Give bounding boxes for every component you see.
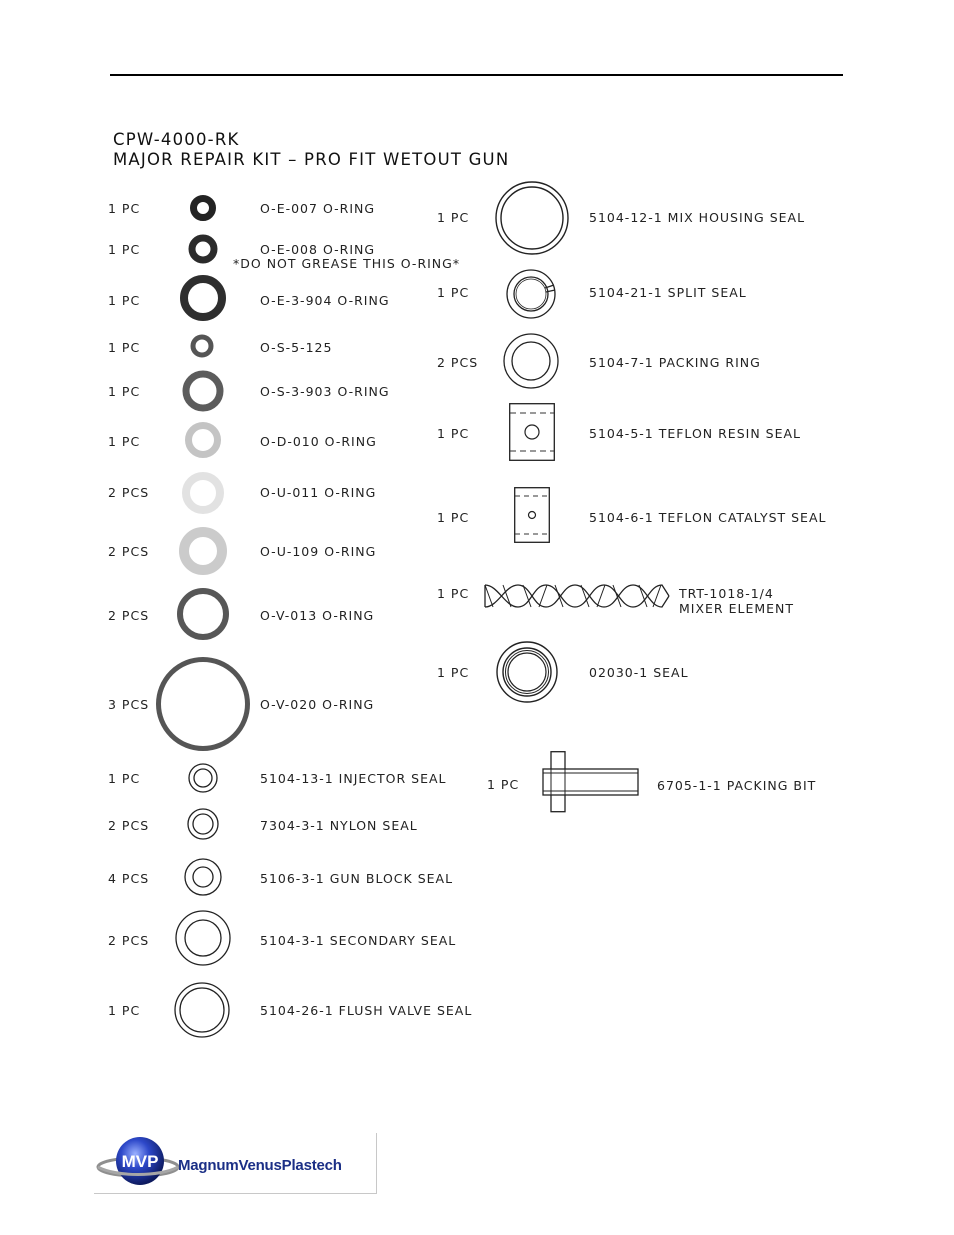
part-qty: 1 PC: [108, 201, 141, 216]
part-label: O-E-008 O-RING: [260, 242, 376, 257]
split-seal-icon: [505, 268, 557, 320]
part-qty: 1 PC: [108, 771, 141, 786]
part-label: 7304-3-1 NYLON SEAL: [260, 818, 418, 833]
teflon-seal-icon: [509, 403, 555, 461]
part-label: O-D-010 O-RING: [260, 434, 377, 449]
o-ring-icon: [188, 332, 216, 360]
part-qty: 1 PC: [437, 586, 470, 601]
part-label: 02030-1 SEAL: [589, 665, 689, 680]
logo-monogram: MVP: [121, 1152, 159, 1171]
o-ring-icon: [181, 369, 225, 413]
part-label: 5104-21-1 SPLIT SEAL: [589, 285, 747, 300]
part-label: O-U-109 O-RING: [260, 544, 377, 559]
part-label: O-E-3-904 O-RING: [260, 293, 390, 308]
part-label: 5104-13-1 INJECTOR SEAL: [260, 771, 447, 786]
part-qty: 1 PC: [437, 665, 470, 680]
seal-icon: [173, 981, 231, 1039]
part-qty: 2 PCS: [108, 485, 150, 500]
o-ring-icon: [188, 193, 218, 223]
seal-icon: [174, 909, 232, 967]
part-qty: 1 PC: [437, 510, 470, 525]
o-ring-icon: [178, 273, 228, 323]
packing-ring-icon: [502, 332, 560, 390]
packing-bit-icon: [541, 751, 641, 813]
part-label: 5104-3-1 SECONDARY SEAL: [260, 933, 457, 948]
part-qty: 1 PC: [108, 384, 141, 399]
part-label: 5106-3-1 GUN BLOCK SEAL: [260, 871, 454, 886]
part-label: 5104-7-1 PACKING RING: [589, 355, 761, 370]
o-ring-icon: [177, 525, 229, 577]
part-qty: 1 PC: [437, 210, 470, 225]
part-label: TRT-1018-1/4: [679, 586, 774, 601]
logo-wordmark: MagnumVenusPlastech: [178, 1157, 342, 1174]
seal-icon: [494, 180, 570, 256]
o-ring-icon: [175, 586, 231, 642]
part-qty: 1 PC: [108, 434, 141, 449]
part-label: O-V-013 O-RING: [260, 608, 375, 623]
o-ring-icon: [155, 656, 251, 752]
part-qty: 1 PC: [437, 426, 470, 441]
o-ring-icon: [180, 470, 226, 516]
mvp-globe-logo: [96, 1133, 180, 1193]
part-label: O-U-011 O-RING: [260, 485, 377, 500]
part-label-line2: MIXER ELEMENT: [679, 601, 795, 616]
part-label: O-E-007 O-RING: [260, 201, 376, 216]
kit-title: MAJOR REPAIR KIT – PRO FIT WETOUT GUN: [113, 150, 510, 169]
grease-warning-note: *DO NOT GREASE THIS O-RING*: [233, 256, 461, 271]
part-label: 5104-12-1 MIX HOUSING SEAL: [589, 210, 806, 225]
part-qty: 1 PC: [437, 285, 470, 300]
seal-icon: [186, 807, 220, 841]
teflon-seal-icon: [514, 487, 550, 543]
part-label: O-S-5-125: [260, 340, 333, 355]
part-qty: 2 PCS: [108, 608, 150, 623]
part-qty: 1 PC: [108, 340, 141, 355]
part-qty: 1 PC: [108, 293, 141, 308]
part-qty: 3 PCS: [108, 697, 150, 712]
o-ring-icon: [186, 232, 220, 266]
part-label: 5104-26-1 FLUSH VALVE SEAL: [260, 1003, 473, 1018]
part-qty: 1 PC: [487, 777, 520, 792]
seal-icon: [183, 857, 223, 897]
mixer-element-icon: [483, 581, 671, 611]
part-qty: 1 PC: [108, 242, 141, 257]
part-qty: 2 PCS: [108, 818, 150, 833]
part-qty: 2 PCS: [437, 355, 479, 370]
kit-number: CPW-4000-RK: [113, 130, 240, 149]
part-qty: 4 PCS: [108, 871, 150, 886]
part-qty: 1 PC: [108, 1003, 141, 1018]
part-qty: 2 PCS: [108, 933, 150, 948]
part-label: 5104-6-1 TEFLON CATALYST SEAL: [589, 510, 827, 525]
part-qty: 2 PCS: [108, 544, 150, 559]
part-label: 6705-1-1 PACKING BIT: [657, 778, 817, 793]
header-rule: [110, 74, 843, 76]
part-label: O-S-3-903 O-RING: [260, 384, 390, 399]
o-ring-icon: [183, 420, 223, 460]
part-label: O-V-020 O-RING: [260, 697, 375, 712]
seal-icon: [187, 762, 219, 794]
part-label: 5104-5-1 TEFLON RESIN SEAL: [589, 426, 801, 441]
seal-icon: [495, 640, 559, 704]
company-logo: [94, 1133, 377, 1194]
